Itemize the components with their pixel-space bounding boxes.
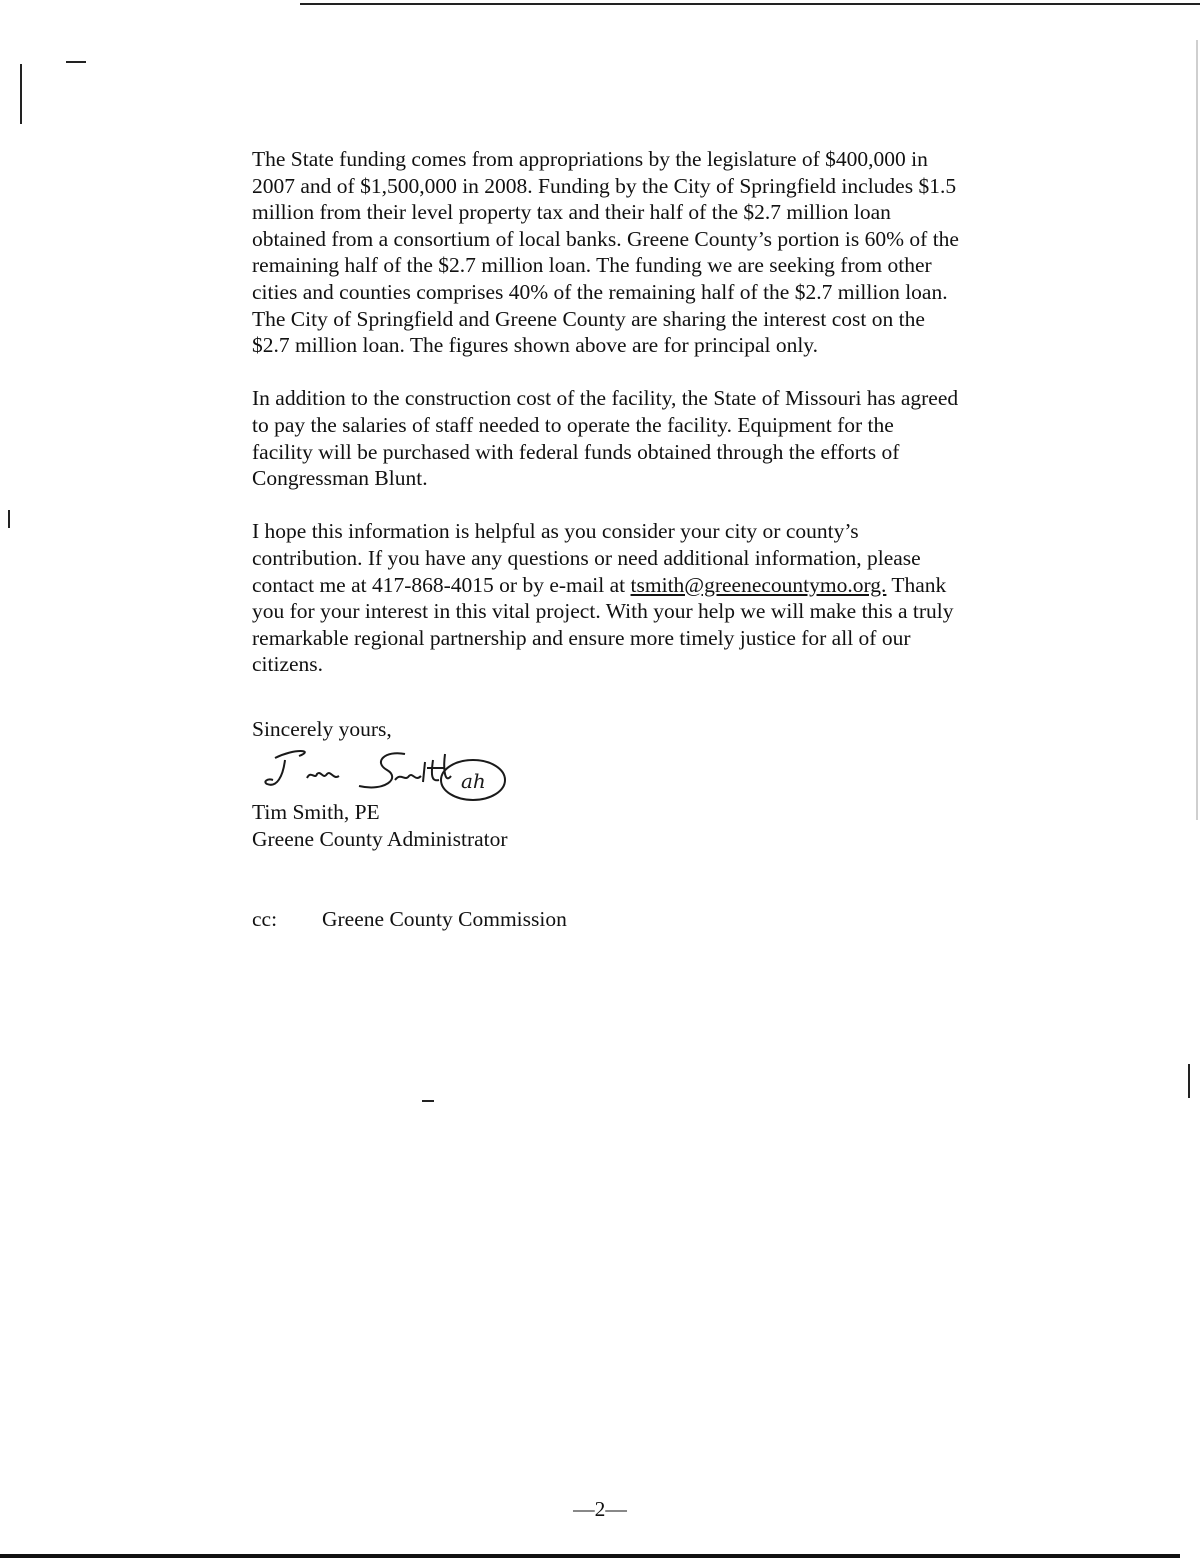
scan-edge-top — [300, 3, 1200, 5]
paragraph-contact — [252, 518, 1072, 678]
signer-block — [252, 799, 508, 852]
scan-artifact-mark — [20, 64, 22, 124]
letter-body — [252, 146, 1072, 704]
scan-edge-bottom — [0, 1554, 1180, 1558]
cc-line — [252, 906, 567, 933]
closing-salutation: Sincerely yours, — [252, 717, 392, 741]
scan-artifact-mark — [66, 61, 86, 63]
paragraph-additional-support: In addition to the construction cost of the facility, the State of Missouri has agreed to pay the salaries of staff needed to operate the facility. Equipment for the facility will be purchased with federal funds obtained through the efforts of Congressman Blunt. — [252, 386, 959, 491]
page-number: —2— — [573, 1497, 627, 1521]
signature-initials: ah — [461, 769, 486, 793]
contact-text-after: Thank you for your interest in this vital project. With your help we will make this a truly remarkable regional partnership and ensure more timely justice for all of our citizens. — [252, 572, 954, 677]
scan-artifact-mark — [8, 510, 10, 528]
cc-label: cc: — [252, 907, 278, 931]
scan-artifact-mark — [1188, 1064, 1190, 1098]
signer-title: Greene County Administrator — [252, 826, 508, 851]
scan-edge-right — [1196, 40, 1198, 820]
scan-artifact-mark — [422, 1100, 434, 1102]
contact-text-before: I hope this information is helpful as you consider your city or county’s contribution. If you have any questions or need additional information, please contact me at 417-868-4015 or by e-mail at — [252, 519, 921, 597]
email-link[interactable]: tsmith@greenecountymo.org. — [630, 572, 887, 597]
cc-recipient: Greene County Commission — [322, 907, 567, 931]
signer-name: Tim Smith, PE — [252, 800, 380, 824]
paragraph-funding-sources: The State funding comes from appropriations by the legislature of $400,000 in 2007 and of $1,500,000 in 2008. Funding by the City of Springfield includes $1.5 million from their level property tax and their half of the $2.7 million loan obtained from a consortium of local banks. Greene County’s portion is 60% of the remaining half of the $2.7 million loan. The funding we are seeking from other cities and counties comprises 40% of the remaining half of the $2.7 million loan. The City of Springfield and Greene County are sharing the interest cost on the $2.7 million loan. The figures shown above are for principal only. — [252, 147, 959, 358]
